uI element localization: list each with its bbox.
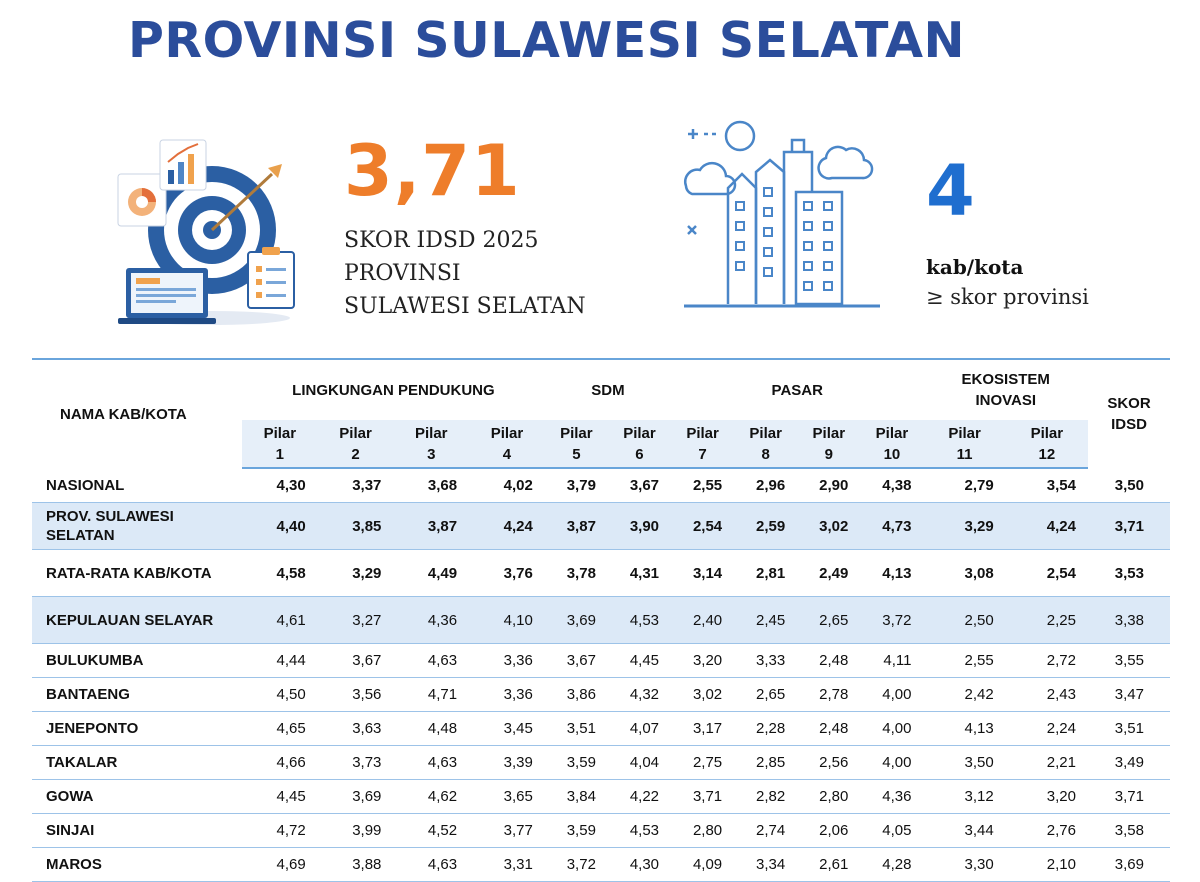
pilar-value: 3,67 <box>545 644 608 678</box>
pilar-value: 2,54 <box>1006 550 1088 597</box>
pilar-value: 4,11 <box>860 644 923 678</box>
pilar-value: 2,90 <box>797 468 860 503</box>
pilar-header <box>318 420 394 468</box>
pilar-value: 4,69 <box>242 848 318 882</box>
pilar-value: 3,67 <box>318 644 394 678</box>
pilar-value: 3,72 <box>860 597 923 644</box>
pilar-value: 2,75 <box>671 746 734 780</box>
region-name: PROV. SULAWESI SELATAN <box>32 503 242 550</box>
skor-value: 3,50 <box>1088 468 1170 503</box>
pilar-number: 11 <box>956 445 973 463</box>
pilar-word: Pilar <box>560 424 593 442</box>
pilar-value: 2,06 <box>797 814 860 848</box>
pilar-header <box>671 420 734 468</box>
pilar-value: 3,17 <box>671 712 734 746</box>
pilar-value: 3,76 <box>469 550 545 597</box>
pilar-number: 7 <box>698 445 707 463</box>
table-row <box>32 550 1170 597</box>
pilar-value: 4,30 <box>242 468 318 503</box>
pilar-header <box>608 420 671 468</box>
skor-value: 3,47 <box>1088 678 1170 712</box>
pilar-value: 2,80 <box>671 814 734 848</box>
pilar-value: 3,27 <box>318 597 394 644</box>
region-name: GOWA <box>32 780 242 814</box>
skor-value: 3,49 <box>1088 746 1170 780</box>
pilar-number: 6 <box>635 445 644 463</box>
group-header: PASAR <box>671 359 923 420</box>
pilar-value: 2,21 <box>1006 746 1088 780</box>
skor-value: 3,71 <box>1088 503 1170 550</box>
pilar-value: 4,50 <box>242 678 318 712</box>
pilar-header <box>1006 420 1088 468</box>
pilar-value: 4,24 <box>469 503 545 550</box>
pilar-value: 4,00 <box>860 678 923 712</box>
pilar-value: 3,02 <box>671 678 734 712</box>
score-label <box>344 224 586 323</box>
pilar-value: 4,52 <box>393 814 469 848</box>
pilar-value: 4,65 <box>242 712 318 746</box>
pilar-value: 2,85 <box>734 746 797 780</box>
pilar-value: 2,61 <box>797 848 860 882</box>
region-name: MAROS <box>32 848 242 882</box>
pilar-value: 3,14 <box>671 550 734 597</box>
pilar-value: 2,50 <box>923 597 1005 644</box>
pilar-value: 4,04 <box>608 746 671 780</box>
skor-value: 3,55 <box>1088 644 1170 678</box>
pilar-value: 3,69 <box>318 780 394 814</box>
pilar-value: 4,38 <box>860 468 923 503</box>
pilar-value: 4,28 <box>860 848 923 882</box>
pilar-value: 4,36 <box>860 780 923 814</box>
regency-count: 4 <box>926 150 975 232</box>
pilar-value: 4,63 <box>393 746 469 780</box>
pilar-value: 3,71 <box>671 780 734 814</box>
pilar-value: 3,85 <box>318 503 394 550</box>
pilar-number: 1 <box>275 445 285 463</box>
pilar-header <box>393 420 469 468</box>
pilar-value: 3,56 <box>318 678 394 712</box>
pilar-value: 3,68 <box>393 468 469 503</box>
skor-column-header: SKOR IDSD <box>1088 359 1170 468</box>
pilar-value: 3,20 <box>671 644 734 678</box>
pilar-header <box>923 420 1005 468</box>
table-row <box>32 678 1170 712</box>
pilar-word: Pilar <box>1030 424 1064 442</box>
pilar-value: 2,40 <box>671 597 734 644</box>
pilar-value: 4,10 <box>469 597 545 644</box>
table-row <box>32 468 1170 503</box>
pilar-value: 4,24 <box>1006 503 1088 550</box>
pilar-value: 3,44 <box>923 814 1005 848</box>
pilar-value: 2,72 <box>1006 644 1088 678</box>
pilar-value: 3,65 <box>469 780 545 814</box>
pilar-value: 4,07 <box>608 712 671 746</box>
name-column-header: NAMA KAB/KOTA <box>32 359 242 468</box>
pilar-number: 3 <box>427 445 436 463</box>
skor-value: 3,71 <box>1088 780 1170 814</box>
pilar-number: 9 <box>824 445 833 463</box>
score-label-line: SULAWESI SELATAN <box>344 294 586 319</box>
pilar-value: 2,80 <box>797 780 860 814</box>
pilar-value: 4,44 <box>242 644 318 678</box>
pilar-value: 3,50 <box>923 746 1005 780</box>
pilar-value: 3,72 <box>545 848 608 882</box>
pilar-value: 4,66 <box>242 746 318 780</box>
pilar-value: 2,78 <box>797 678 860 712</box>
region-name: JENEPONTO <box>32 712 242 746</box>
pilar-value: 3,99 <box>318 814 394 848</box>
pilar-word: Pilar <box>490 424 524 442</box>
group-header: EKOSISTEM INOVASI <box>923 359 1088 420</box>
pilar-word: Pilar <box>812 424 846 442</box>
pilar-word: Pilar <box>263 424 297 442</box>
province-score: 3,71 <box>344 130 521 212</box>
pilar-word: Pilar <box>686 424 719 442</box>
pilar-value: 2,55 <box>671 468 734 503</box>
skor-value: 3,51 <box>1088 712 1170 746</box>
pilar-value: 4,72 <box>242 814 318 848</box>
region-name: NASIONAL <box>32 468 242 503</box>
pilar-value: 4,02 <box>469 468 545 503</box>
pilar-word: Pilar <box>948 424 981 442</box>
table-row <box>32 712 1170 746</box>
pilar-value: 3,33 <box>734 644 797 678</box>
pilar-value: 2,81 <box>734 550 797 597</box>
pilar-value: 4,00 <box>860 712 923 746</box>
pilar-value: 2,79 <box>923 468 1005 503</box>
table-row <box>32 780 1170 814</box>
region-name: KEPULAUAN SELAYAR <box>32 597 242 644</box>
region-name: SINJAI <box>32 814 242 848</box>
pilar-value: 2,55 <box>923 644 1005 678</box>
pilar-value: 3,34 <box>734 848 797 882</box>
pilar-value: 3,63 <box>318 712 394 746</box>
pilar-value: 3,30 <box>923 848 1005 882</box>
count-note: ≥ skor provinsi <box>926 285 1089 309</box>
pilar-value: 2,49 <box>797 550 860 597</box>
pilar-value: 2,65 <box>797 597 860 644</box>
pilar-value: 4,53 <box>608 597 671 644</box>
pilar-header <box>545 420 608 468</box>
pilar-value: 3,02 <box>797 503 860 550</box>
pilar-value: 4,00 <box>860 746 923 780</box>
pilar-header <box>734 420 797 468</box>
pilar-value: 2,48 <box>797 712 860 746</box>
pilar-value: 3,59 <box>545 746 608 780</box>
pilar-value: 3,67 <box>608 468 671 503</box>
pilar-number: 12 <box>1038 445 1056 463</box>
pilar-word: Pilar <box>875 424 909 442</box>
pilar-value: 3,08 <box>923 550 1005 597</box>
pilar-value: 4,49 <box>393 550 469 597</box>
pilar-value: 4,62 <box>393 780 469 814</box>
pilar-value: 2,10 <box>1006 848 1088 882</box>
table-row <box>32 644 1170 678</box>
pilar-value: 4,36 <box>393 597 469 644</box>
pilar-value: 3,36 <box>469 644 545 678</box>
pilar-value: 4,45 <box>242 780 318 814</box>
pilar-value: 2,43 <box>1006 678 1088 712</box>
pilar-value: 4,53 <box>608 814 671 848</box>
count-unit: kab/kota <box>926 255 1024 279</box>
group-header: LINGKUNGAN PENDUKUNG <box>242 359 545 420</box>
region-name: RATA-RATA KAB/KOTA <box>32 550 242 597</box>
pilar-value: 4,40 <box>242 503 318 550</box>
pilar-word: Pilar <box>414 424 448 442</box>
skor-value: 3,69 <box>1088 848 1170 882</box>
pilar-value: 2,54 <box>671 503 734 550</box>
table-row <box>32 814 1170 848</box>
pilar-value: 3,54 <box>1006 468 1088 503</box>
pilar-value: 2,24 <box>1006 712 1088 746</box>
pilar-value: 3,87 <box>545 503 608 550</box>
pilar-value: 3,39 <box>469 746 545 780</box>
skor-value: 3,58 <box>1088 814 1170 848</box>
page-title: PROVINSI SULAWESI SELATAN <box>128 12 966 69</box>
pilar-value: 3,29 <box>923 503 1005 550</box>
pilar-value: 3,69 <box>545 597 608 644</box>
pilar-value: 2,65 <box>734 678 797 712</box>
pilar-word: Pilar <box>749 424 782 442</box>
target-analytics-icon <box>112 134 304 330</box>
pilar-value: 4,48 <box>393 712 469 746</box>
pilar-value: 4,22 <box>608 780 671 814</box>
pilar-value: 4,63 <box>393 644 469 678</box>
table-row <box>32 503 1170 550</box>
pilar-value: 2,48 <box>797 644 860 678</box>
pilar-value: 3,29 <box>318 550 394 597</box>
pilar-value: 4,58 <box>242 550 318 597</box>
pilar-value: 3,37 <box>318 468 394 503</box>
score-label-line: SKOR IDSD 2025 <box>344 228 539 253</box>
skor-value: 3,38 <box>1088 597 1170 644</box>
pilar-value: 3,88 <box>318 848 394 882</box>
pilar-value: 3,20 <box>1006 780 1088 814</box>
pilar-value: 3,59 <box>545 814 608 848</box>
pilar-value: 4,05 <box>860 814 923 848</box>
pilar-value: 3,86 <box>545 678 608 712</box>
pilar-value: 2,45 <box>734 597 797 644</box>
pilar-value: 2,42 <box>923 678 1005 712</box>
pilar-value: 4,71 <box>393 678 469 712</box>
pilar-value: 3,36 <box>469 678 545 712</box>
pilar-value: 4,31 <box>608 550 671 597</box>
pilar-value: 4,45 <box>608 644 671 678</box>
score-label-line: PROVINSI <box>344 261 461 286</box>
pilar-value: 2,96 <box>734 468 797 503</box>
pilar-value: 3,51 <box>545 712 608 746</box>
pilar-number: 4 <box>502 445 512 463</box>
pilar-value: 2,28 <box>734 712 797 746</box>
pilar-value: 4,61 <box>242 597 318 644</box>
pilar-value: 3,31 <box>469 848 545 882</box>
pilar-word: Pilar <box>623 424 656 442</box>
pilar-value: 2,82 <box>734 780 797 814</box>
region-name: BULUKUMBA <box>32 644 242 678</box>
table-row <box>32 597 1170 644</box>
pilar-value: 4,73 <box>860 503 923 550</box>
pilar-value: 4,30 <box>608 848 671 882</box>
region-name: TAKALAR <box>32 746 242 780</box>
pilar-value: 3,87 <box>393 503 469 550</box>
skor-value: 3,53 <box>1088 550 1170 597</box>
pilar-value: 2,59 <box>734 503 797 550</box>
pilar-value: 4,09 <box>671 848 734 882</box>
pilar-value: 3,45 <box>469 712 545 746</box>
pilar-value: 3,77 <box>469 814 545 848</box>
pilar-value: 3,12 <box>923 780 1005 814</box>
pilar-number: 5 <box>572 445 581 463</box>
region-name: BANTAENG <box>32 678 242 712</box>
pilar-value: 2,56 <box>797 746 860 780</box>
city-buildings-icon <box>680 118 890 310</box>
pilar-value: 4,32 <box>608 678 671 712</box>
pilar-value: 3,78 <box>545 550 608 597</box>
pilar-header <box>242 420 318 468</box>
pilar-value: 2,25 <box>1006 597 1088 644</box>
pilar-value: 4,13 <box>923 712 1005 746</box>
pilar-value: 3,90 <box>608 503 671 550</box>
pilar-header <box>469 420 545 468</box>
pilar-header <box>860 420 923 468</box>
pilar-word: Pilar <box>339 424 372 442</box>
pilar-number: 8 <box>761 445 770 463</box>
pilar-value: 3,84 <box>545 780 608 814</box>
idsd-table <box>32 358 1170 882</box>
pilar-value: 4,63 <box>393 848 469 882</box>
pilar-value: 3,73 <box>318 746 394 780</box>
pilar-number: 10 <box>883 445 901 463</box>
pilar-value: 2,76 <box>1006 814 1088 848</box>
pilar-value: 3,79 <box>545 468 608 503</box>
group-header: SDM <box>545 359 671 420</box>
table-row <box>32 746 1170 780</box>
pilar-value: 4,13 <box>860 550 923 597</box>
pilar-header <box>797 420 860 468</box>
pilar-number: 2 <box>351 445 360 463</box>
pilar-value: 2,74 <box>734 814 797 848</box>
